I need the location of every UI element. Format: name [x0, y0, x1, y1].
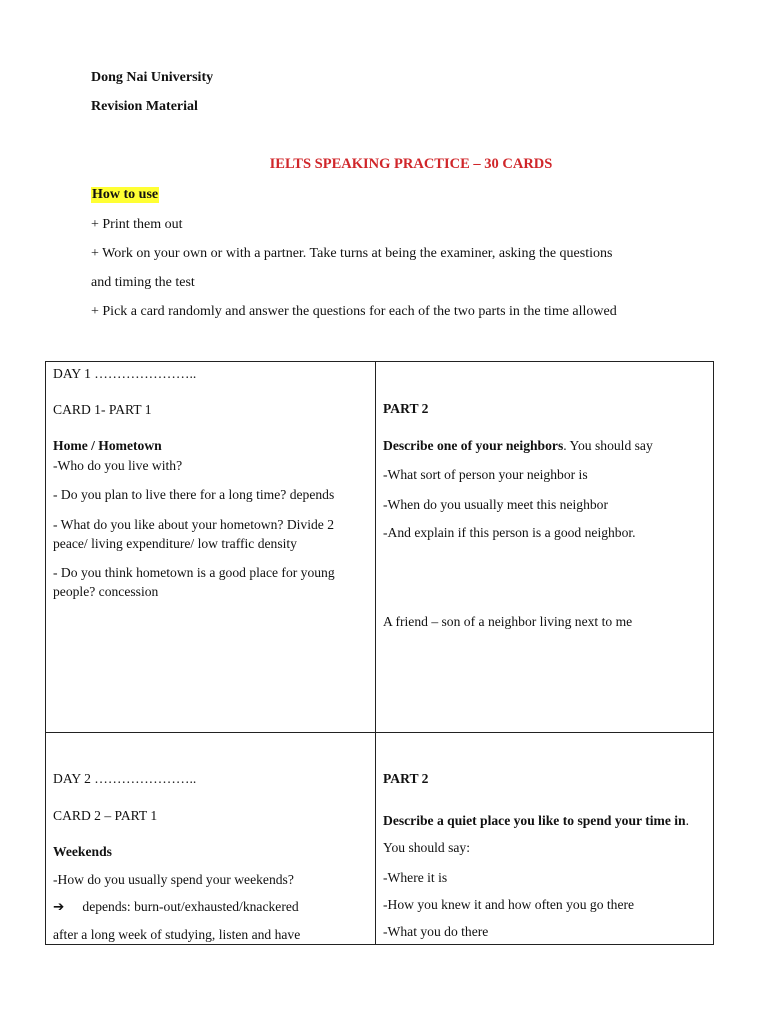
card1-part2-prompt-rest: . You should say [563, 437, 653, 453]
card2-part1-cell [46, 733, 376, 945]
right-arrow-icon: ➔ [53, 899, 65, 914]
instruction-step-1: + Print them out [91, 217, 183, 232]
how-to-use-heading: How to use [92, 187, 159, 202]
card2-part2-prompt-rest: . You should say: [383, 812, 689, 855]
instruction-step-2: + Work on your own or with a partner. Take turns at being the examiner, asking the questions [91, 246, 613, 261]
card2-part2-prompt-bold: Describe a quiet place you like to spend your time in [383, 812, 686, 828]
card1-part2-point-1: -What sort of person your neighbor is [383, 467, 588, 482]
card-row-1 [46, 362, 714, 733]
university-name: Dong Nai University [91, 70, 214, 85]
cards-table [45, 361, 714, 945]
card2-question-1: -How do you usually spend your weekends? [53, 871, 294, 887]
instruction-step-3: + Pick a card randomly and answer the questions for each of the two parts in the time allowed [91, 304, 617, 319]
card1-part2-title: PART 2 [383, 401, 429, 416]
card2-question-2-text: depends: burn-out/exhausted/knackered [82, 899, 299, 914]
card-row-2 [46, 733, 714, 945]
card1-part2-prompt [383, 436, 706, 456]
card2-question-2-cont: after a long week of studying, listen and have [53, 926, 301, 942]
card2-part2-point-1: -Where it is [383, 869, 448, 885]
card2-part2-point-3: -What you do there [383, 923, 489, 939]
card1-question-3: - What do you like about your hometown? Divide 2 peace/ living expenditure/ low traffic density [53, 516, 335, 551]
card1-day: DAY 1 ………………….. [53, 366, 197, 381]
card2-part1-title: CARD 2 – PART 1 [53, 807, 158, 823]
card1-part2-cell [376, 362, 714, 733]
card2-question-2 [53, 897, 368, 917]
card2-part2-title: PART 2 [383, 771, 429, 786]
card1-part2-point-2: -When do you usually meet this neighbor [383, 496, 609, 512]
card2-topic: Weekends [53, 844, 112, 859]
page-title: IELTS SPEAKING PRACTICE – 30 CARDS [269, 156, 553, 172]
card1-part1-title: CARD 1- PART 1 [53, 401, 152, 417]
card1-part2-note: A friend – son of a neighbor living next to me [383, 613, 633, 629]
card1-question-4: - Do you think hometown is a good place for young people? concession [53, 564, 335, 599]
card2-part2-prompt [383, 807, 706, 861]
instruction-step-2-cont: and timing the test [91, 275, 195, 290]
card1-question-1: -Who do you live with? [53, 457, 183, 473]
card2-part2-point-2: -How you knew it and how often you go there [383, 897, 635, 912]
card2-day: DAY 2 ………………….. [53, 771, 197, 786]
card2-part2-cell [376, 733, 714, 945]
material-label: Revision Material [91, 99, 198, 114]
card1-part2-prompt-bold: Describe one of your neighbors [383, 437, 564, 453]
card1-question-2: - Do you plan to live there for a long time? depends [53, 487, 335, 502]
card1-part2-point-3: -And explain if this person is a good neighbor. [383, 525, 636, 540]
card1-part1-cell [46, 362, 376, 733]
card1-topic: Home / Hometown [53, 438, 162, 453]
